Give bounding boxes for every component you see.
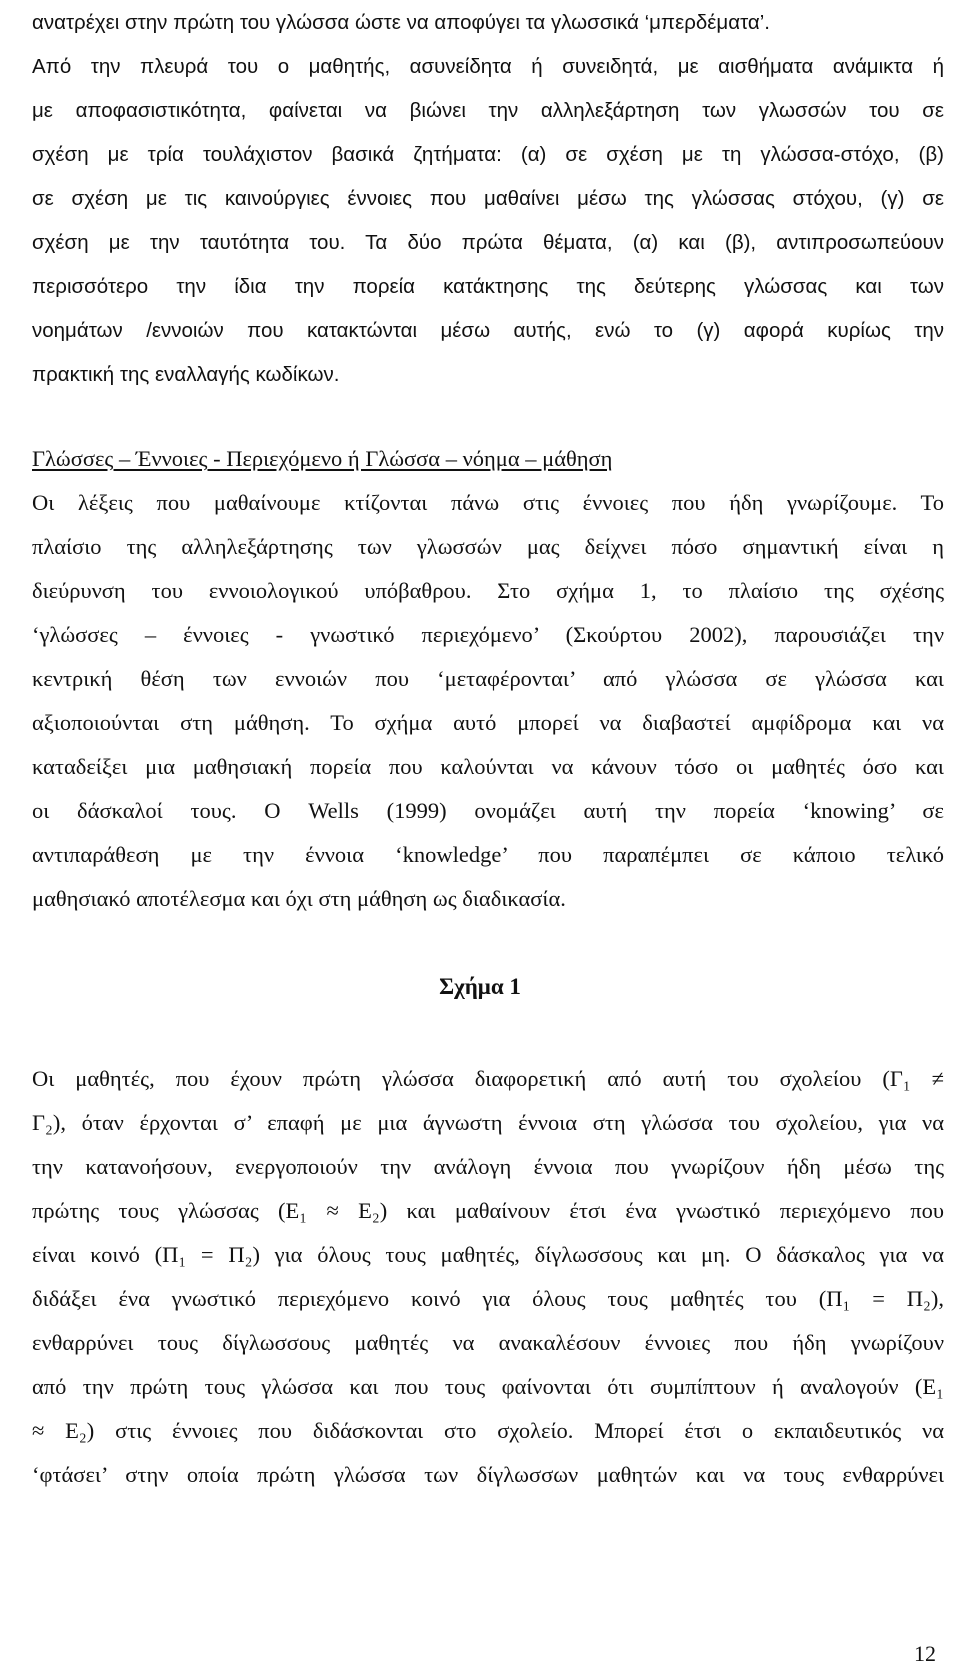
paragraph3-line: πρώτης τους γλώσσας (Ε₁ ≈ Ε₂) και μαθαίνουν έτσι ένα γνωστικό περιεχόμενο που: [32, 1198, 944, 1223]
paragraph2-line: οι δάσκαλοί τους. Ο Wells (1999) ονομάζει αυτή την πορεία ‘knowing’ σε: [32, 798, 944, 823]
paragraph3-line: από την πρώτη τους γλώσσα και που τους φαίνονται ότι συμπίπτουν ή αναλογούν (Ε₁: [32, 1374, 944, 1399]
page-number: 12: [914, 1641, 936, 1666]
paragraph3-line: ‘φτάσει’ στην οποία πρώτη γλώσσα των δίγλωσσων μαθητών και να τους ενθαρρύνει: [32, 1462, 944, 1487]
paragraph2-line: αξιοποιούνται στη μάθηση. Το σχήμα αυτό μπορεί να διαβαστεί αμφίδρομα και να: [32, 710, 944, 735]
paragraph3-line: ≈ Ε₂) στις έννοιες που διδάσκονται στο σχολείο. Μπορεί έτσι ο εκπαιδευτικός να: [32, 1418, 944, 1443]
paragraph2-line: καταδείξει μια μαθησιακή πορεία που καλούνται να κάνουν τόσο οι μαθητές όσο και: [32, 754, 944, 779]
paragraph1-line: με αποφασιστικότητα, φαίνεται να βιώνει την αλληλεξάρτηση των γλωσσών του σε: [32, 99, 944, 122]
paragraph1-line: νοημάτων /εννοιών που κατακτώνται μέσω αυτής, ενώ το (γ) αφορά κυρίως την: [32, 319, 944, 342]
paragraph3-line: Γ₂), όταν έρχονται σ’ επαφή με μια άγνωστη έννοια στη γλώσσα του σχολείου, για να: [32, 1110, 944, 1135]
paragraph2-line: αντιπαράθεση με την έννοια ‘knowledge’ που παραπέμπει σε κάποιο τελικό: [32, 842, 944, 867]
paragraph2-line: μαθησιακό αποτέλεσμα και όχι στη μάθηση ως διαδικασία.: [32, 886, 566, 911]
paragraph1-line: Από την πλευρά του ο μαθητής, ασυνείδητα ή συνειδητά, με αισθήματα ανάμικτα ή: [32, 55, 944, 78]
paragraph3-line: διδάξει ένα γνωστικό περιεχόμενο κοινό για όλους τους μαθητές του (Π₁ = Π₂),: [32, 1286, 944, 1311]
paragraph1-line: σε σχέση με τις καινούργιες έννοιες που μαθαίνει μέσω της γλώσσας στόχου, (γ) σε: [32, 187, 944, 210]
paragraph2-line: Οι λέξεις που μαθαίνουμε κτίζονται πάνω στις έννοιες που ήδη γνωρίζουμε. Το: [32, 490, 944, 515]
paragraph3-line: την κατανοήσουν, ενεργοποιούν την ανάλογη έννοια που γνωρίζουν ήδη μέσω της: [32, 1154, 944, 1179]
paragraph3-line: Οι μαθητές, που έχουν πρώτη γλώσσα διαφορετική από αυτή του σχολείου (Γ₁ ≠: [32, 1066, 944, 1091]
paragraph2-line: ‘γλώσσες – έννοιες - γνωστικό περιεχόμενο’ (Σκούρτου 2002), παρουσιάζει την: [32, 622, 944, 647]
figure-caption: Σχήμα 1: [439, 974, 521, 999]
section-heading: Γλώσσες – Έννοιες - Περιεχόμενο ή Γλώσσα – νόημα – μάθηση: [32, 446, 613, 471]
paragraph2-line: κεντρική θέση των εννοιών που ‘μεταφέρονται’ από γλώσσα σε γλώσσα και: [32, 666, 944, 691]
paragraph1-line: ανατρέχει στην πρώτη του γλώσσα ώστε να αποφύγει τα γλωσσικά ‘μπερδέματα’.: [32, 11, 770, 34]
paragraph2-line: πλαίσιο της αλληλεξάρτησης των γλωσσών μας δείχνει πόσο σημαντική είναι η: [32, 534, 944, 559]
paragraph1-line: περισσότερο την ίδια την πορεία κατάκτησης της δεύτερης γλώσσας και των: [32, 275, 944, 298]
paragraph3-line: είναι κοινό (Π₁ = Π₂) για όλους τους μαθητές, δίγλωσσους και μη. Ο δάσκαλος για να: [32, 1242, 944, 1267]
paragraph2-line: διεύρυνση του εννοιολογικού υπόβαθρου. Στο σχήμα 1, το πλαίσιο της σχέσης: [32, 578, 944, 603]
paragraph1-line: σχέση με τρία τουλάχιστον βασικά ζητήματα: (α) σε σχέση με τη γλώσσα-στόχο, (β): [32, 143, 944, 166]
paragraph3-line: ενθαρρύνει τους δίγλωσσους μαθητές να ανακαλέσουν έννοιες που ήδη γνωρίζουν: [32, 1330, 944, 1355]
paragraph1-line: πρακτική της εναλλαγής κωδίκων.: [32, 363, 340, 386]
paragraph1-line: σχέση με την ταυτότητα του. Τα δύο πρώτα θέματα, (α) και (β), αντιπροσωπεύουν: [32, 231, 944, 254]
